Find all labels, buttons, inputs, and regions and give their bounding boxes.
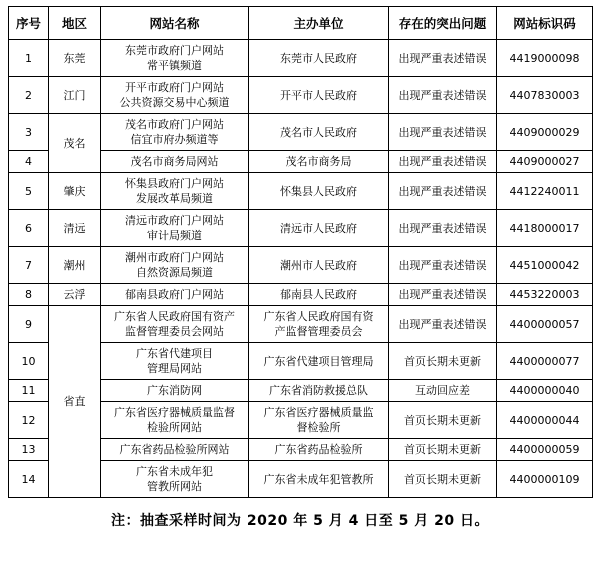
cell-sequence: 6 (9, 210, 49, 247)
site-name-line: 茂名市政府门户网站 (125, 118, 224, 131)
cell-region: 省直 (49, 306, 101, 498)
cell-site-code: 4400000057 (497, 306, 593, 343)
cell-site-name (101, 380, 249, 402)
cell-site-code: 4409000029 (497, 114, 593, 151)
organizer-line: 广东省代建项目管理局 (263, 354, 374, 368)
organizer-line: 广东省人民政府国有资 (263, 310, 374, 323)
organizer-line: 广东省消防救援总队 (269, 384, 368, 397)
table-row (9, 77, 593, 114)
site-name-line: 茂名市商务局网站 (130, 155, 219, 168)
cell-site-name (101, 77, 249, 114)
cell-sequence: 14 (9, 461, 49, 498)
cell-region: 茂名 (49, 114, 101, 173)
column-header-issue: 存在的突出问题 (389, 7, 497, 40)
cell-organizer (249, 343, 389, 380)
cell-issue: 出现严重表述错误 (389, 151, 497, 173)
cell-organizer (249, 114, 389, 151)
cell-organizer (249, 40, 389, 77)
table-header (9, 7, 593, 40)
cell-organizer (249, 247, 389, 284)
site-name-line: 广东消防网 (147, 384, 202, 397)
site-name-line: 常平镇频道 (147, 59, 202, 72)
cell-region: 江门 (49, 77, 101, 114)
cell-site-code: 4400000077 (497, 343, 593, 380)
site-name-line: 检验所网站 (147, 421, 202, 434)
cell-issue: 出现严重表述错误 (389, 40, 497, 77)
cell-sequence: 7 (9, 247, 49, 284)
cell-site-code: 4419000098 (497, 40, 593, 77)
site-name-line: 郁南县政府门户网站 (125, 288, 224, 301)
cell-issue: 出现严重表述错误 (389, 77, 497, 114)
organizer-line: 东莞市人民政府 (280, 51, 357, 65)
cell-site-name (101, 402, 249, 439)
cell-issue: 出现严重表述错误 (389, 306, 497, 343)
cell-region: 清远 (49, 210, 101, 247)
table-row (9, 306, 593, 343)
site-name-line: 清远市政府门户网站 (125, 214, 224, 227)
cell-issue: 首页长期未更新 (389, 402, 497, 439)
site-name-line: 管教所网站 (147, 480, 202, 493)
cell-site-name (101, 151, 249, 173)
cell-organizer (249, 380, 389, 402)
cell-organizer (249, 439, 389, 461)
cell-site-code: 4400000044 (497, 402, 593, 439)
cell-region: 潮州 (49, 247, 101, 284)
cell-region: 东莞 (49, 40, 101, 77)
table-row (9, 284, 593, 306)
cell-site-code: 4418000017 (497, 210, 593, 247)
cell-organizer (249, 210, 389, 247)
column-header-code: 网站标识码 (497, 7, 593, 40)
cell-site-name (101, 210, 249, 247)
cell-issue: 出现严重表述错误 (389, 173, 497, 210)
site-name-line: 管理局网站 (147, 362, 202, 375)
column-header-organizer: 主办单位 (249, 7, 389, 40)
cell-issue: 出现严重表述错误 (389, 114, 497, 151)
site-name-line: 信宜市府办频道等 (130, 133, 219, 146)
cell-site-name (101, 461, 249, 498)
organizer-line: 潮州市人民政府 (280, 258, 357, 272)
site-name-line: 东莞市政府门户网站 (125, 44, 224, 57)
organizer-line: 清远市人民政府 (280, 221, 357, 235)
cell-site-name (101, 40, 249, 77)
sampling-note: 注：抽查采样时间为 2020 年 5 月 4 日至 5 月 20 日。 (111, 513, 489, 529)
organizer-line: 广东省医疗器械质量监 (263, 406, 374, 419)
cell-issue: 出现严重表述错误 (389, 247, 497, 284)
cell-issue: 首页长期未更新 (389, 439, 497, 461)
cell-issue: 首页长期未更新 (389, 461, 497, 498)
table-row (9, 114, 593, 151)
organizer-line: 茂名市商务局 (285, 155, 352, 168)
site-name-line: 广东省药品检验所网站 (119, 443, 230, 456)
cell-organizer (249, 284, 389, 306)
organizer-line: 开平市人民政府 (280, 88, 357, 102)
cell-site-name (101, 247, 249, 284)
site-name-line: 公共资源交易中心频道 (119, 96, 230, 109)
site-name-line: 开平市政府门户网站 (125, 81, 224, 94)
table-row (9, 40, 593, 77)
organizer-line: 督检验所 (296, 421, 341, 434)
cell-sequence: 11 (9, 380, 49, 402)
site-name-line: 广东省未成年犯 (136, 465, 213, 478)
inspection-results-table (8, 6, 593, 498)
organizer-line: 广东省药品检验所 (274, 443, 363, 456)
site-name-line: 自然资源局频道 (136, 266, 213, 279)
organizer-line: 郁南县人民政府 (280, 288, 357, 301)
site-name-line: 广东省人民政府国有资产 (114, 310, 235, 323)
column-header-site-name: 网站名称 (101, 7, 249, 40)
cell-sequence: 1 (9, 40, 49, 77)
table-body (9, 40, 593, 498)
cell-organizer (249, 77, 389, 114)
cell-site-code: 4400000109 (497, 461, 593, 498)
cell-sequence: 5 (9, 173, 49, 210)
cell-sequence: 8 (9, 284, 49, 306)
cell-issue: 首页长期未更新 (389, 343, 497, 380)
cell-issue: 出现严重表述错误 (389, 210, 497, 247)
cell-organizer (249, 306, 389, 343)
cell-sequence: 2 (9, 77, 49, 114)
cell-organizer (249, 151, 389, 173)
cell-sequence: 13 (9, 439, 49, 461)
site-name-line: 发展改革局频道 (136, 192, 213, 205)
cell-site-name (101, 343, 249, 380)
cell-site-name (101, 114, 249, 151)
site-name-line: 监督管理委员会网站 (125, 325, 224, 338)
site-name-line: 广东省代建项目 (136, 347, 213, 360)
cell-issue: 互动回应差 (389, 380, 497, 402)
cell-site-name (101, 173, 249, 210)
site-name-line: 潮州市政府门户网站 (125, 251, 224, 264)
cell-site-code: 4409000027 (497, 151, 593, 173)
table-row (9, 210, 593, 247)
site-name-line: 怀集县政府门户网站 (125, 177, 224, 190)
table-header-row (9, 7, 593, 40)
site-name-line: 审计局频道 (147, 229, 202, 242)
cell-site-code: 4407830003 (497, 77, 593, 114)
table-row (9, 173, 593, 210)
organizer-line: 产监督管理委员会 (274, 325, 363, 338)
organizer-line: 广东省未成年犯管教所 (263, 472, 374, 486)
cell-organizer (249, 402, 389, 439)
table-row (9, 247, 593, 284)
cell-site-code: 4451000042 (497, 247, 593, 284)
cell-sequence: 9 (9, 306, 49, 343)
cell-issue: 出现严重表述错误 (389, 284, 497, 306)
cell-organizer (249, 461, 389, 498)
cell-sequence: 3 (9, 114, 49, 151)
cell-site-code: 4400000040 (497, 380, 593, 402)
cell-site-code: 4453220003 (497, 284, 593, 306)
cell-site-name (101, 439, 249, 461)
column-header-seq: 序号 (9, 7, 49, 40)
cell-site-name (101, 284, 249, 306)
site-name-line: 广东省医疗器械质量监督 (114, 406, 235, 419)
cell-sequence: 10 (9, 343, 49, 380)
cell-site-name (101, 306, 249, 343)
cell-site-code: 4412240011 (497, 173, 593, 210)
organizer-line: 怀集县人民政府 (280, 184, 357, 198)
column-header-region: 地区 (49, 7, 101, 40)
cell-organizer (249, 173, 389, 210)
cell-site-code: 4400000059 (497, 439, 593, 461)
cell-region: 肇庆 (49, 173, 101, 210)
cell-sequence: 4 (9, 151, 49, 173)
cell-sequence: 12 (9, 402, 49, 439)
cell-region: 云浮 (49, 284, 101, 306)
organizer-line: 茂名市人民政府 (280, 125, 357, 139)
